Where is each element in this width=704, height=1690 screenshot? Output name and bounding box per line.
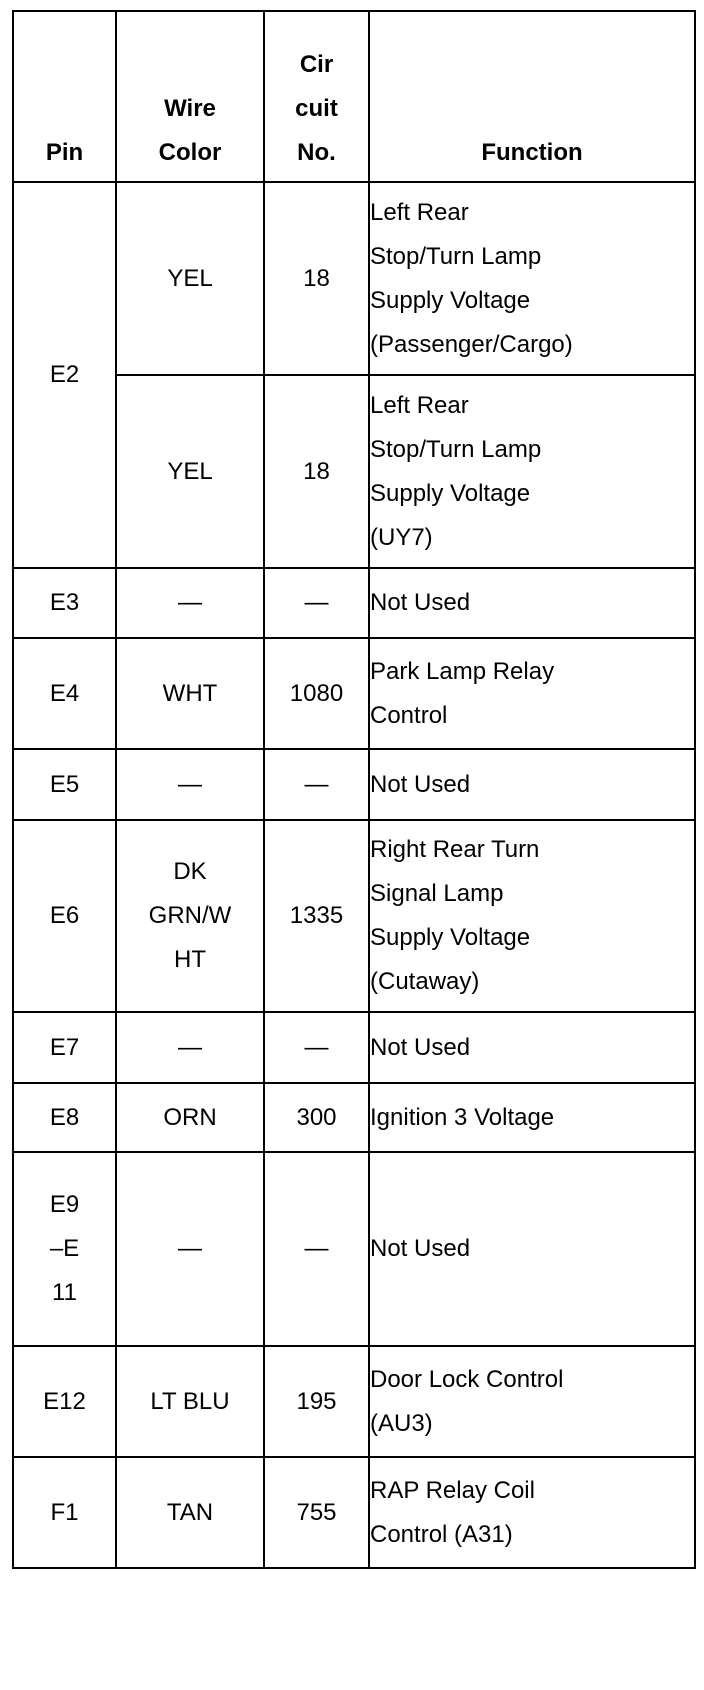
pin-cell: F1 bbox=[13, 1457, 116, 1568]
function-cell: Left Rear Stop/Turn Lamp Supply Voltage (Passenger/Cargo) bbox=[369, 182, 695, 375]
function-cell: Door Lock Control (AU3) bbox=[369, 1346, 695, 1457]
table-row bbox=[13, 638, 695, 749]
header-circuit-no: Cir cuit No. bbox=[264, 11, 369, 182]
pin-cell: E6 bbox=[13, 820, 116, 1012]
table-row bbox=[13, 375, 695, 568]
wire-color-cell: YEL bbox=[116, 375, 264, 568]
table-row bbox=[13, 1346, 695, 1457]
pin-cell: E3 bbox=[13, 568, 116, 638]
table-row bbox=[13, 1457, 695, 1568]
header-wire-color: Wire Color bbox=[116, 11, 264, 182]
wire-color-cell: — bbox=[116, 1012, 264, 1083]
header-pin: Pin bbox=[13, 11, 116, 182]
wire-color-cell: YEL bbox=[116, 182, 264, 375]
header-function: Function bbox=[369, 11, 695, 182]
function-cell: Not Used bbox=[369, 1012, 695, 1083]
wire-color-cell: WHT bbox=[116, 638, 264, 749]
circuit-cell: 755 bbox=[264, 1457, 369, 1568]
function-cell: Right Rear Turn Signal Lamp Supply Voltage (Cutaway) bbox=[369, 820, 695, 1012]
circuit-cell: 300 bbox=[264, 1083, 369, 1152]
connector-pinout-table bbox=[12, 10, 696, 1569]
table-row bbox=[13, 1083, 695, 1152]
function-cell: Ignition 3 Voltage bbox=[369, 1083, 695, 1152]
pin-cell: E7 bbox=[13, 1012, 116, 1083]
function-cell: Not Used bbox=[369, 568, 695, 638]
circuit-cell: — bbox=[264, 1012, 369, 1083]
function-cell: Not Used bbox=[369, 749, 695, 820]
function-cell: Not Used bbox=[369, 1152, 695, 1346]
table-row bbox=[13, 1152, 695, 1346]
pin-cell: E12 bbox=[13, 1346, 116, 1457]
wire-color-cell: TAN bbox=[116, 1457, 264, 1568]
wire-color-cell: ORN bbox=[116, 1083, 264, 1152]
pin-cell: E9 –E 11 bbox=[13, 1152, 116, 1346]
table-row bbox=[13, 568, 695, 638]
table-row bbox=[13, 182, 695, 375]
wire-color-cell: LT BLU bbox=[116, 1346, 264, 1457]
wire-color-cell: — bbox=[116, 1152, 264, 1346]
circuit-cell: — bbox=[264, 749, 369, 820]
wire-color-cell: DK GRN/W HT bbox=[116, 820, 264, 1012]
pin-cell: E5 bbox=[13, 749, 116, 820]
circuit-cell: 18 bbox=[264, 375, 369, 568]
function-cell: Park Lamp Relay Control bbox=[369, 638, 695, 749]
table-row bbox=[13, 1012, 695, 1083]
pin-cell: E8 bbox=[13, 1083, 116, 1152]
circuit-cell: — bbox=[264, 1152, 369, 1346]
circuit-cell: 1080 bbox=[264, 638, 369, 749]
circuit-cell: — bbox=[264, 568, 369, 638]
function-cell: RAP Relay Coil Control (A31) bbox=[369, 1457, 695, 1568]
circuit-cell: 1335 bbox=[264, 820, 369, 1012]
header-row bbox=[13, 11, 695, 182]
table-row bbox=[13, 820, 695, 1012]
circuit-cell: 195 bbox=[264, 1346, 369, 1457]
function-cell: Left Rear Stop/Turn Lamp Supply Voltage (UY7) bbox=[369, 375, 695, 568]
wire-color-cell: — bbox=[116, 749, 264, 820]
pin-cell: E2 bbox=[13, 182, 116, 568]
circuit-cell: 18 bbox=[264, 182, 369, 375]
wire-color-cell: — bbox=[116, 568, 264, 638]
table-row bbox=[13, 749, 695, 820]
pin-cell: E4 bbox=[13, 638, 116, 749]
